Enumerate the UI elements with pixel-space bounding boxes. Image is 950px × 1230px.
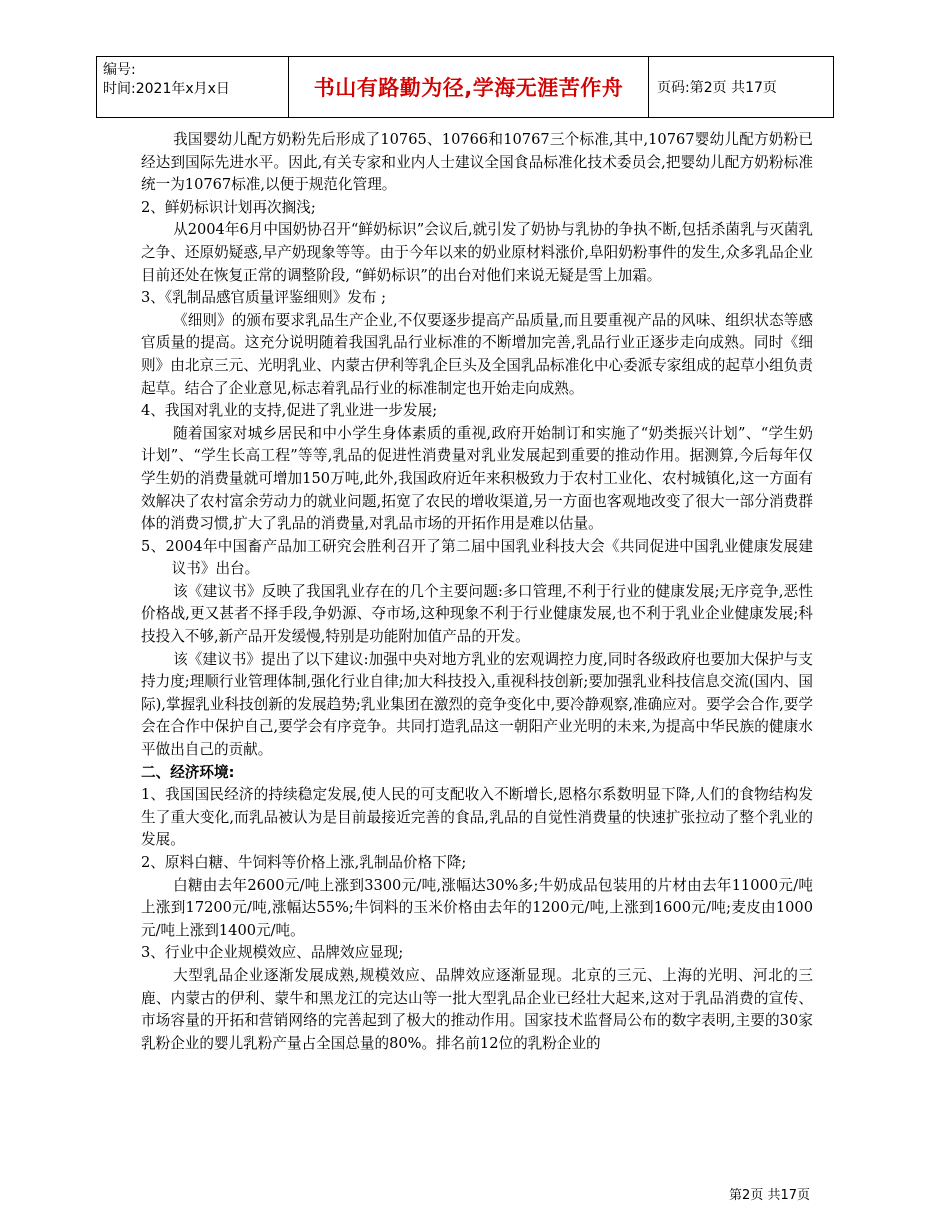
paragraph: 从2004年6月中国奶协召开“鲜奶标识”会议后,就引发了奶协与乳协的争执不断,包括杀菌乳与灭菌乳之争、还原奶疑惑,早产奶现象等等。由于今年以来的奶业原材料涨价,阜阳奶粉事件的发生,众多乳品企业目前还处在恢复正常的调整阶段, “鲜奶标识”的出台对他们来说无疑是雪上加霜。 — [141, 221, 813, 284]
list-item: 5、2004年中国畜产品加工研究会胜利召开了第二届中国乳业科技大会《共同促进中国乳业健康发展建议书》出台。 — [141, 537, 813, 578]
paragraph: 随着国家对城乡居民和中小学生身体素质的重视,政府开始制订和实施了“奶类振兴计划”、“学生奶计划”、“学生长高工程”等等,乳品的促进性消费量对乳业发展起到重要的推动作用。据测算,今后每年仅学生奶的消费量就可增加150万吨,此外,我国政府近年来积极致力于农村工业化、农村城镇化,这一方面有效解决了农村富余劳动力的就业问题,拓宽了农民的增收渠道,另一方面也客观地改变了很大一部分消费群体的消费习惯,扩大了乳品的消费量,对乳品市场的开拓作用是难以估量。 — [141, 424, 813, 533]
code-label: 编号: — [103, 62, 136, 78]
paragraph: 我国婴幼儿配方奶粉先后形成了10765、10766和10767三个标准,其中,10767婴幼儿配方奶粉已经达到国际先进水平。因此,有关专家和业内人士建议全国食品标准化技术委员会,把婴幼儿配方奶粉标准统一为10767标准,以便于规范化管理。 — [141, 131, 813, 194]
page-header — [96, 56, 834, 118]
header-motto: 书山有路勤为径,学海无涯苦作舟 — [289, 57, 649, 117]
list-item: 3、行业中企业规模效应、品牌效应显现; — [141, 944, 404, 962]
page-footer: 第2页 共17页 — [729, 1188, 810, 1203]
list-item: 2、鲜奶标识计划再次搁浅; — [141, 198, 316, 216]
paragraph: 该《建议书》提出了以下建议:加强中央对地方乳业的宏观调控力度,同时各级政府也要加大保护与支持力度;理顺行业管理体制,强化行业自律;加大科技投入,重视科技创新;要加强乳业科技信息交流(国内、国际),掌握乳业科技创新的发展趋势;乳业集团在激烈的竞争变化中,要冷静观察,准确应对。要学会合作,要学会在合作中保护自己,要学会有序竞争。共同打造乳品这一朝阳产业光明的未来,为提高中华民族的健康水平做出自己的贡献。 — [141, 650, 813, 759]
paragraph: 《细则》的颁布要求乳品生产企业,不仅要逐步提高产品质量,而且要重视产品的风味、组织状态等感官质量的提高。这充分说明随着我国乳品行业标准的不断增加完善,乳品行业正逐步走向成熟。同时《细则》由北京三元、光明乳业、内蒙古伊利等乳企巨头及全国乳品标准化中心委派专家组成的起草小组负责起草。结合了企业意见,标志着乳品行业的标准制定也开始走向成熟。 — [141, 311, 813, 397]
header-page-info: 页码:第2页 共17页 — [657, 80, 777, 96]
section-heading: 二、经济环境: — [141, 763, 235, 781]
list-item: 1、我国国民经济的持续稳定发展,使人民的可支配收入不断增长,恩格尔系数明显下降,人们的食物结构发生了重大变化,而乳品被认为是目前最接近完善的食品,乳品的自觉性消费量的快速扩张拉动了整个乳业的发展。 — [141, 786, 813, 849]
paragraph: 白糖由去年2600元/吨上涨到3300元/吨,涨幅达30%多;牛奶成品包装用的片材由去年11000元/吨上涨到17200元/吨,涨幅达55%;牛饲料的玉米价格由去年的1200元/吨,上涨到1600元/吨;麦皮由1000元/吨上涨到1400元/吨。 — [141, 876, 813, 939]
document-body — [141, 129, 813, 1055]
paragraph: 大型乳品企业逐渐发展成熟,规模效应、品牌效应逐渐显现。北京的三元、上海的光明、河北的三鹿、内蒙古的伊利、蒙牛和黑龙江的完达山等一批大型乳品企业已经壮大起来,这对于乳品消费的宣传、市场容量的开拓和营销网络的完善起到了极大的推动作用。国家技术监督局公布的数字表明,主要的30家乳粉企业的婴儿乳粉产量占全国总量的80%。排名前12位的乳粉企业的 — [141, 966, 813, 1052]
list-item: 4、我国对乳业的支持,促进了乳业进一步发展; — [141, 402, 438, 420]
header-meta — [97, 57, 289, 117]
list-item: 3、《乳制品感官质量评鉴细则》发布 ; — [141, 289, 387, 307]
time-label: 时间:2021年x月x日 — [103, 81, 230, 97]
list-item: 2、原料白糖、牛饲料等价格上涨,乳制品价格下降; — [141, 854, 467, 871]
paragraph: 该《建议书》反映了我国乳业存在的几个主要问题:多口管理,不利于行业的健康发展;无序竞争,恶性价格战,更又甚者不择手段,争奶源、夺市场,这种现象不利于行业健康发展,也不利于乳业企业健康发展;科技投入不够,新产品开发缓慢,特别是功能附加值产品的开发。 — [141, 582, 813, 646]
